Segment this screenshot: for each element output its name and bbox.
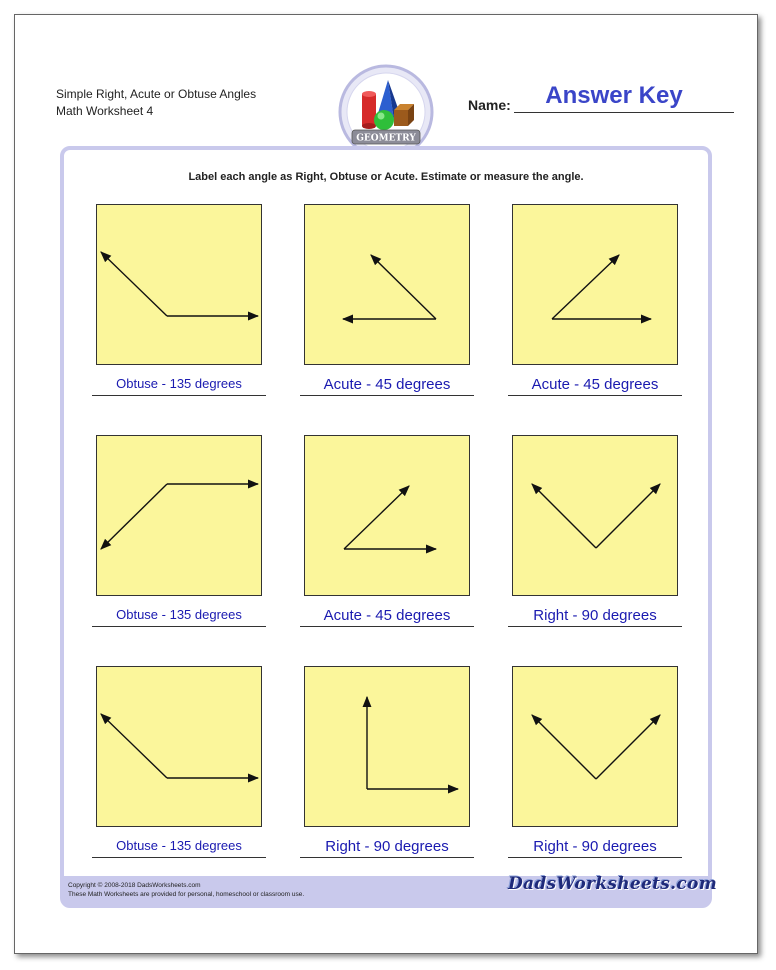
angle-ray (552, 255, 619, 319)
copyright (68, 881, 304, 899)
angle-ray (101, 714, 167, 778)
answer-line (508, 395, 682, 396)
angle-ray (101, 252, 167, 316)
copyright-line-2: These Math Worksheets are provided for personal, homeschool or classroom use. (68, 891, 305, 898)
angle-box (512, 666, 678, 827)
angle-drawing (513, 667, 679, 828)
answer-label: Acute - 45 degrees (323, 376, 451, 393)
brand-logo: DadsWorksheets.com (508, 874, 717, 894)
title-line-2: Math Worksheet 4 (56, 104, 154, 118)
angle-ray (532, 715, 596, 779)
answer-line (508, 626, 682, 627)
angle-drawing (305, 205, 471, 366)
answer-label: Acute - 45 degrees (531, 376, 659, 393)
angle-drawing (305, 436, 471, 597)
answer-label: Right - 90 degrees (533, 838, 657, 855)
answer-label: Obtuse - 135 degrees (116, 838, 242, 853)
answer-line (300, 395, 474, 396)
answer-line (92, 395, 266, 396)
angle-ray (532, 484, 596, 548)
angle-ray (344, 486, 409, 549)
angle-box (304, 435, 470, 596)
answer-key-heading: Answer Key (545, 82, 683, 109)
worksheet-title (56, 86, 256, 120)
angle-box (96, 204, 262, 365)
title-line-1: Simple Right, Acute or Obtuse Angles (56, 87, 257, 101)
angle-drawing (305, 667, 471, 828)
answer-line (92, 857, 266, 858)
instructions: Label each angle as Right, Obtuse or Acute. Estimate or measure the angle. (188, 171, 584, 183)
answer-line (92, 626, 266, 627)
angle-box (304, 204, 470, 365)
angle-box (96, 666, 262, 827)
logo-text: GEOMETRY (356, 133, 416, 144)
angle-drawing (513, 436, 679, 597)
answer-label: Right - 90 degrees (533, 607, 657, 624)
answer-label: Right - 90 degrees (325, 838, 449, 855)
angle-ray (371, 255, 436, 319)
answer-label: Acute - 45 degrees (323, 607, 451, 624)
angle-ray (596, 715, 660, 779)
angle-drawing (513, 205, 679, 366)
angle-box (96, 435, 262, 596)
answer-line (300, 626, 474, 627)
answer-label: Obtuse - 135 degrees (116, 376, 242, 391)
answer-label: Obtuse - 135 degrees (116, 607, 242, 622)
name-field-line (514, 112, 734, 113)
answer-line (508, 857, 682, 858)
angle-box (512, 435, 678, 596)
angle-box (304, 666, 470, 827)
angle-drawing (97, 436, 263, 597)
angle-ray (101, 484, 167, 549)
angle-drawing (97, 205, 263, 366)
angle-ray (596, 484, 660, 548)
name-label: Name: (468, 97, 511, 113)
angle-box (512, 204, 678, 365)
answer-line (300, 857, 474, 858)
angle-drawing (97, 667, 263, 828)
copyright-line-1: Copyright © 2008-2018 DadsWorksheets.com (68, 882, 201, 889)
